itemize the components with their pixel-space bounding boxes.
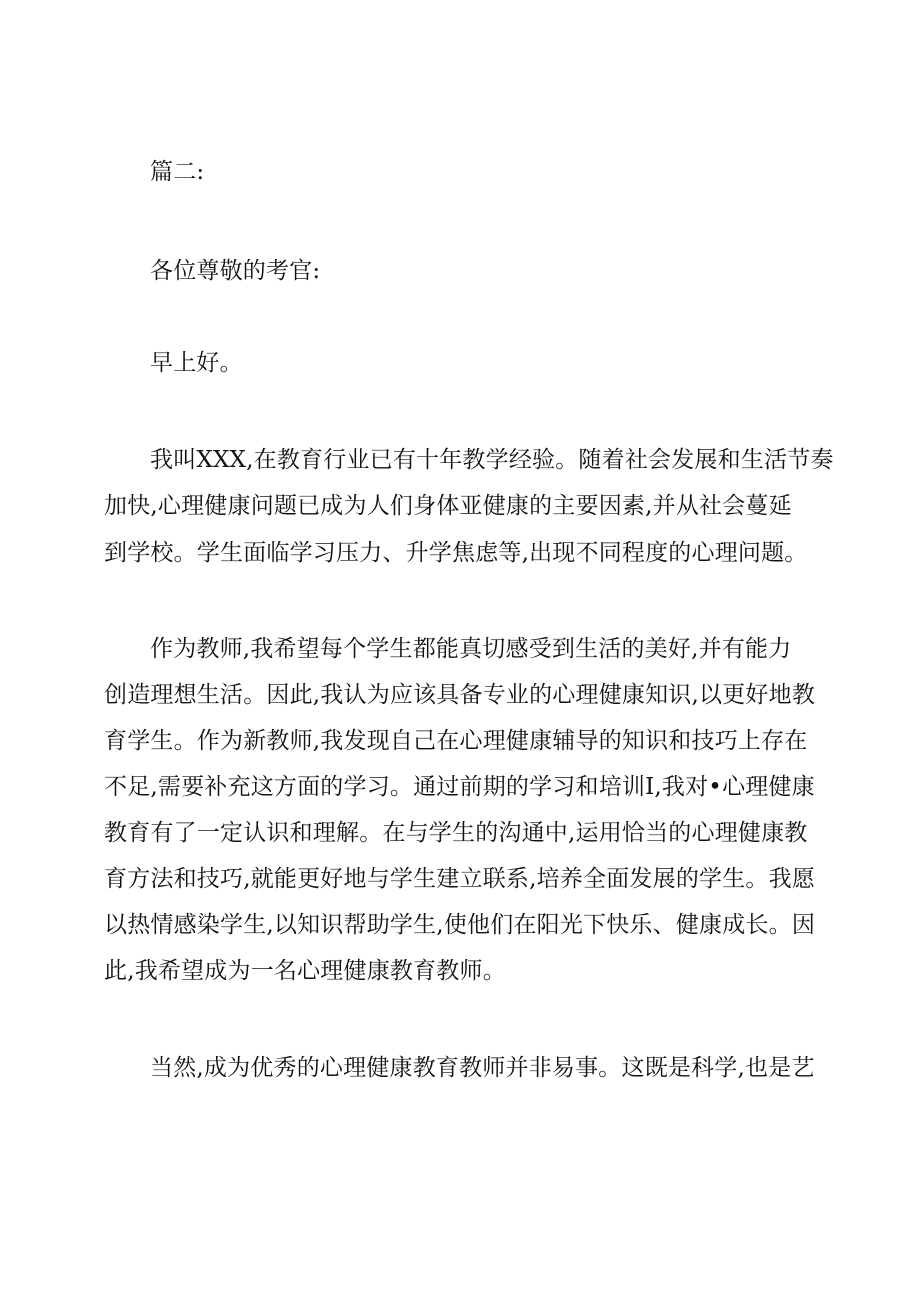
paragraph-2-line: 此,我希望成为一名心理健康教育教师。 bbox=[104, 958, 506, 984]
paragraph-1-line: 我叫XXX,在教育行业已有十年教学经验。随着社会发展和生活节奏 bbox=[150, 447, 834, 473]
section-heading: 篇二: bbox=[150, 159, 205, 185]
paragraph-3-line: 当然,成为优秀的心理健康教育教师并非易事。这既是科学,也是艺 bbox=[150, 1055, 815, 1081]
paragraph-1-line: 加快,心理健康问题已成为人们身体亚健康的主要因素,并从社会蔓延 bbox=[104, 493, 792, 519]
greeting: 早上好。 bbox=[150, 350, 243, 376]
paragraph-2-line: 育学生。作为新教师,我发现自己在心理健康辅导的知识和技巧上存在 bbox=[104, 728, 808, 754]
paragraph-1-line: 到学校。学生面临学习压力、升学焦虑等,出现不同程度的心理问题。 bbox=[104, 540, 808, 566]
salutation: 各位尊敬的考官: bbox=[150, 258, 321, 284]
paragraph-2-line: 不足,需要补充这方面的学习。通过前期的学习和培训I,我对•心理健康 bbox=[104, 774, 815, 800]
paragraph-2-line: 创造理想生活。因此,我认为应该具备专业的心理健康知识,以更好地教 bbox=[104, 682, 816, 708]
paragraph-2-line: 育方法和技巧,就能更好地与学生建立联系,培养全面发展的学生。我愿 bbox=[104, 866, 816, 892]
paragraph-2-line: 教育有了一定认识和理解。在与学生的沟通中,运用恰当的心理健康教 bbox=[104, 820, 808, 846]
paragraph-2-line: 作为教师,我希望每个学生都能真切感受到生活的美好,并有能力 bbox=[150, 636, 792, 662]
paragraph-2-line: 以热情感染学生,以知识帮助学生,使他们在阳光下快乐、健康成长。因 bbox=[104, 912, 816, 938]
